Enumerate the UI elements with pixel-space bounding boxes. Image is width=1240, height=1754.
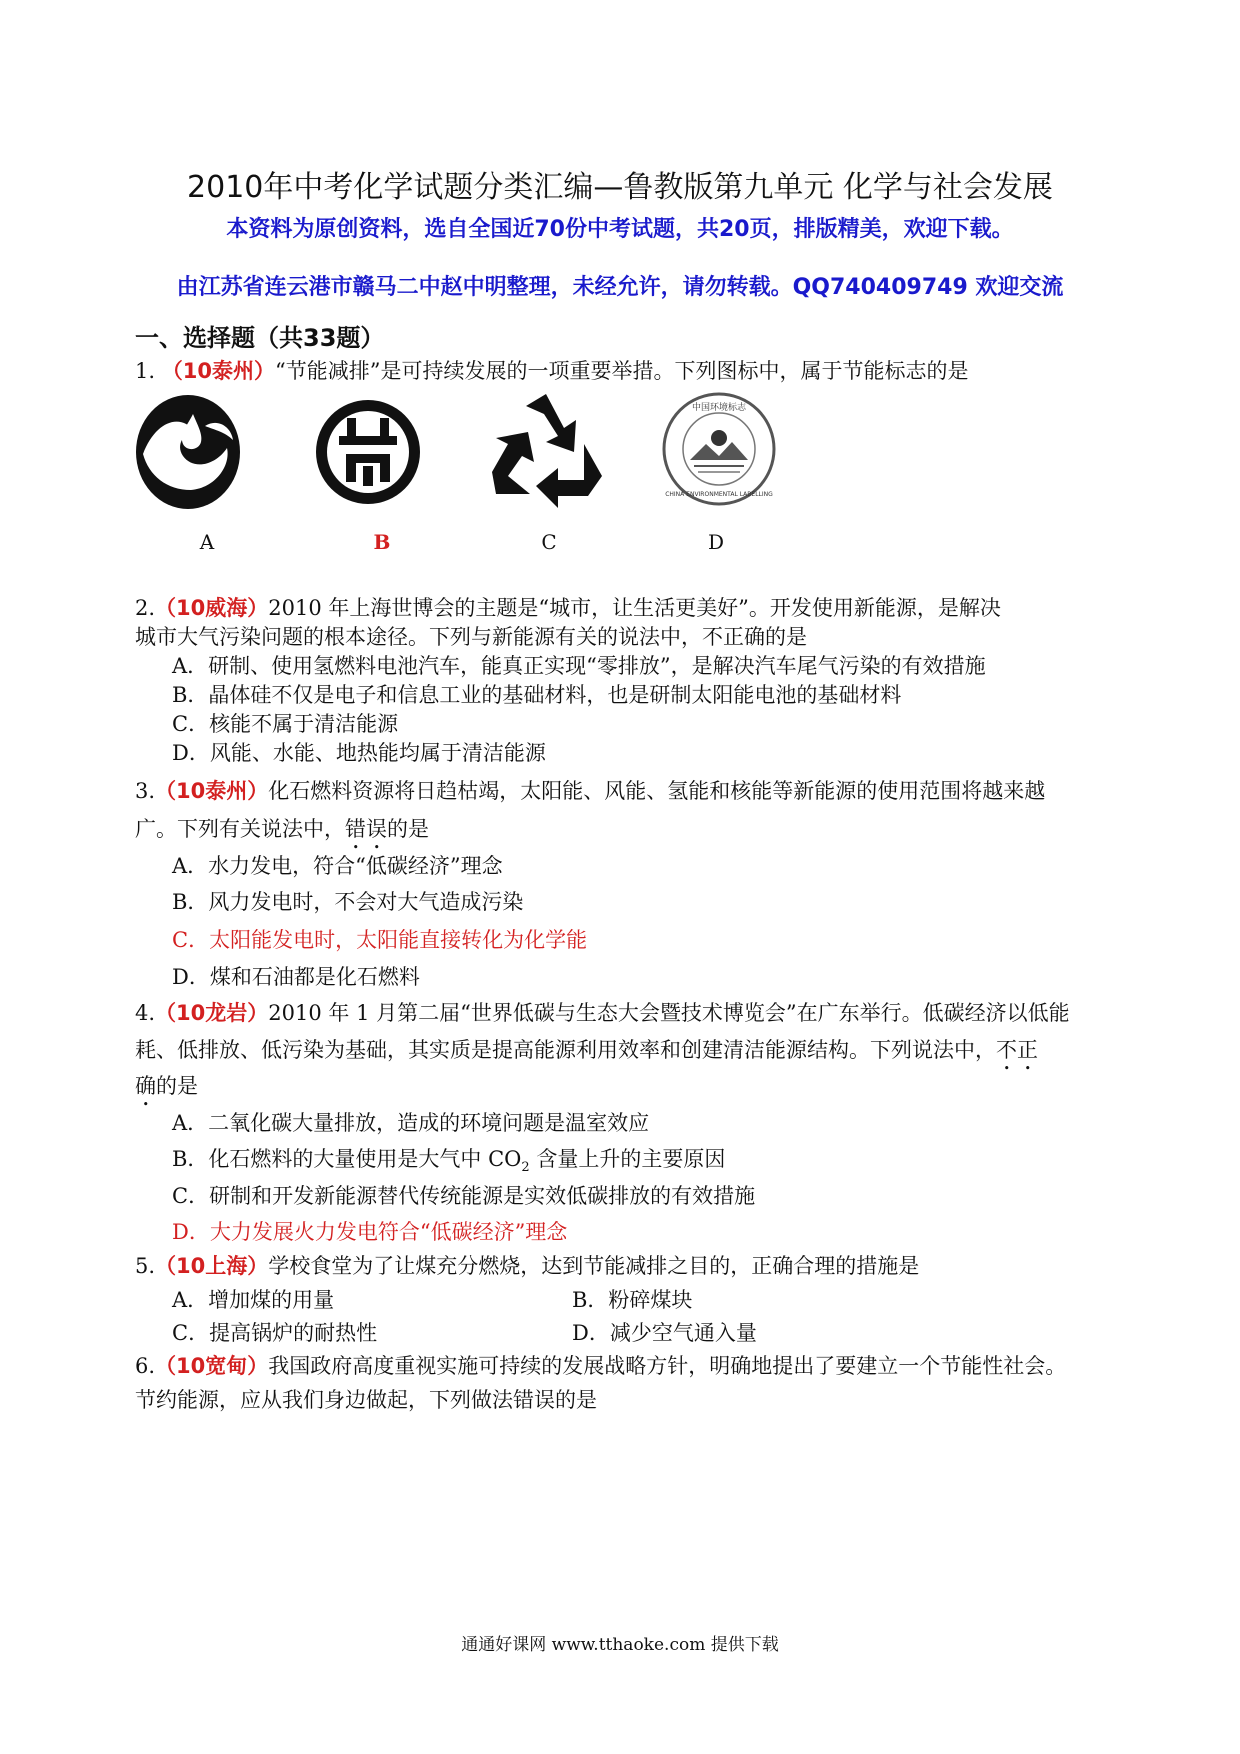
question-source-tag: （10宽甸） <box>155 1354 269 1378</box>
question-4-line-3: 确的是 <box>135 1074 198 1098</box>
question-number: 4. <box>135 1001 156 1025</box>
question-1 <box>135 355 968 385</box>
question-text: 我国政府高度重视实施可持续的发展战略方针，明确地提出了要建立一个节能性社会。 <box>268 1354 1067 1378</box>
option-a: A．二氧化碳大量排放，造成的环境问题是温室效应 <box>172 1111 650 1135</box>
seal-text-cn: 中国环境标志 <box>691 403 747 413</box>
question-2 <box>135 592 1001 622</box>
option-a: A．研制、使用氢燃料电池汽车，能真正实现“零排放”，是解决汽车尾气污染的有效措施 <box>172 654 986 678</box>
question-text: 2010 年上海世博会的主题是“城市，让生活更美好”。开发使用新能源，是解决 <box>268 596 1001 620</box>
question-source-tag: （10上海） <box>155 1254 269 1278</box>
option-c: C．提高锅炉的耐热性 <box>172 1321 378 1345</box>
question-2-line-2: 城市大气污染问题的根本途径。下列与新能源有关的说法中，不正确的是 <box>135 625 807 649</box>
emphasis-text: 不正 <box>996 1038 1038 1062</box>
water-saving-logo-icon <box>135 392 265 522</box>
option-b: B．粉碎煤块 <box>572 1288 693 1312</box>
question-text: 化石燃料资源将日趋枯竭，太阳能、风能、氢能和核能等新能源的使用范围将越来越 <box>268 779 1046 803</box>
option-d: D．风能、水能、地热能均属于清洁能源 <box>172 741 546 765</box>
question-number: 6. <box>135 1354 156 1378</box>
page-title: 2010年中考化学试题分类汇编—鲁教版第九单元 化学与社会发展 <box>187 170 1053 205</box>
question-number: 2. <box>135 596 156 620</box>
emphasis-text: 确 <box>135 1074 156 1098</box>
energy-saving-logo-icon <box>313 392 443 522</box>
question-number: 5. <box>135 1254 156 1278</box>
question-text: 学校食堂为了让煤充分燃烧，达到节能减排之目的，正确合理的措施是 <box>268 1254 920 1278</box>
question-source-tag: （10威海） <box>155 596 269 620</box>
section-title: 一、选择题（共33题） <box>135 324 385 352</box>
question-4-line-2: 耗、低排放、低污染为基础，其实质是提高能源利用效率和创建清洁能源结构。下列说法中，不正 <box>135 1038 1038 1062</box>
china-environmental-labelling-icon <box>660 390 790 520</box>
option-d: D．煤和石油都是化石燃料 <box>172 965 420 989</box>
question-4 <box>135 997 1070 1027</box>
question-source-tag: （10泰州） <box>155 779 269 803</box>
emphasis-text: 错误 <box>345 817 387 841</box>
intro-line-1: 本资料为原创资料，选自全国近70份中考试题，共20页，排版精美，欢迎下载。 <box>226 217 1014 242</box>
option-label-a: A <box>199 530 215 554</box>
option-b: B．晶体硅不仅是电子和信息工业的基础材料，也是研制太阳能电池的基础材料 <box>172 683 902 707</box>
option-c: C．核能不属于清洁能源 <box>172 712 399 736</box>
option-label-b: B <box>373 530 391 554</box>
option-label-c: C <box>541 530 557 554</box>
option-d-answer: D．大力发展火力发电符合“低碳经济”理念 <box>172 1220 568 1244</box>
question-3 <box>135 775 1045 805</box>
page-footer: 通通好课网 www.tthaoke.com 提供下载 <box>461 1635 779 1655</box>
option-a: A．增加煤的用量 <box>172 1288 335 1312</box>
question-number: 3. <box>135 779 156 803</box>
question-source-tag: （10龙岩） <box>155 1001 269 1025</box>
question-text: 2010 年 1 月第二届“世界低碳与生态大会暨技术博览会”在广东举行。低碳经济以低能 <box>268 1001 1070 1025</box>
question-6-line-2: 节约能源，应从我们身边做起，下列做法错误的是 <box>135 1388 597 1412</box>
intro-line-2: 由江苏省连云港市赣马二中赵中明整理，未经允许，请勿转载。QQ740409749 欢迎交流 <box>176 275 1064 300</box>
option-b: B．化石燃料的大量使用是大气中 $CO_2$ 含量上升的主要原因 <box>172 1147 726 1176</box>
question-text: “节能减排”是可持续发展的一项重要举措。下列图标中，属于节能标志的是 <box>274 359 969 383</box>
recycle-icon <box>488 388 618 518</box>
question-source-tag: （10泰州） <box>161 359 275 383</box>
option-b: B．风力发电时，不会对大气造成污染 <box>172 890 524 914</box>
question-number: 1. <box>135 359 156 383</box>
question-6 <box>135 1350 1066 1380</box>
option-c-answer: C．太阳能发电时，太阳能直接转化为化学能 <box>172 928 588 952</box>
question-3-line-2: 广。下列有关说法中，错误的是 <box>135 817 429 841</box>
option-label-d: D <box>707 530 725 554</box>
seal-text-en: CHINA ENVIRONMENTAL LABELLING <box>665 491 773 498</box>
question-5 <box>135 1250 919 1280</box>
option-a: A．水力发电，符合“低碳经济”理念 <box>172 854 503 878</box>
option-d: D．减少空气通入量 <box>572 1321 757 1345</box>
option-c: C．研制和开发新能源替代传统能源是实效低碳排放的有效措施 <box>172 1184 756 1208</box>
